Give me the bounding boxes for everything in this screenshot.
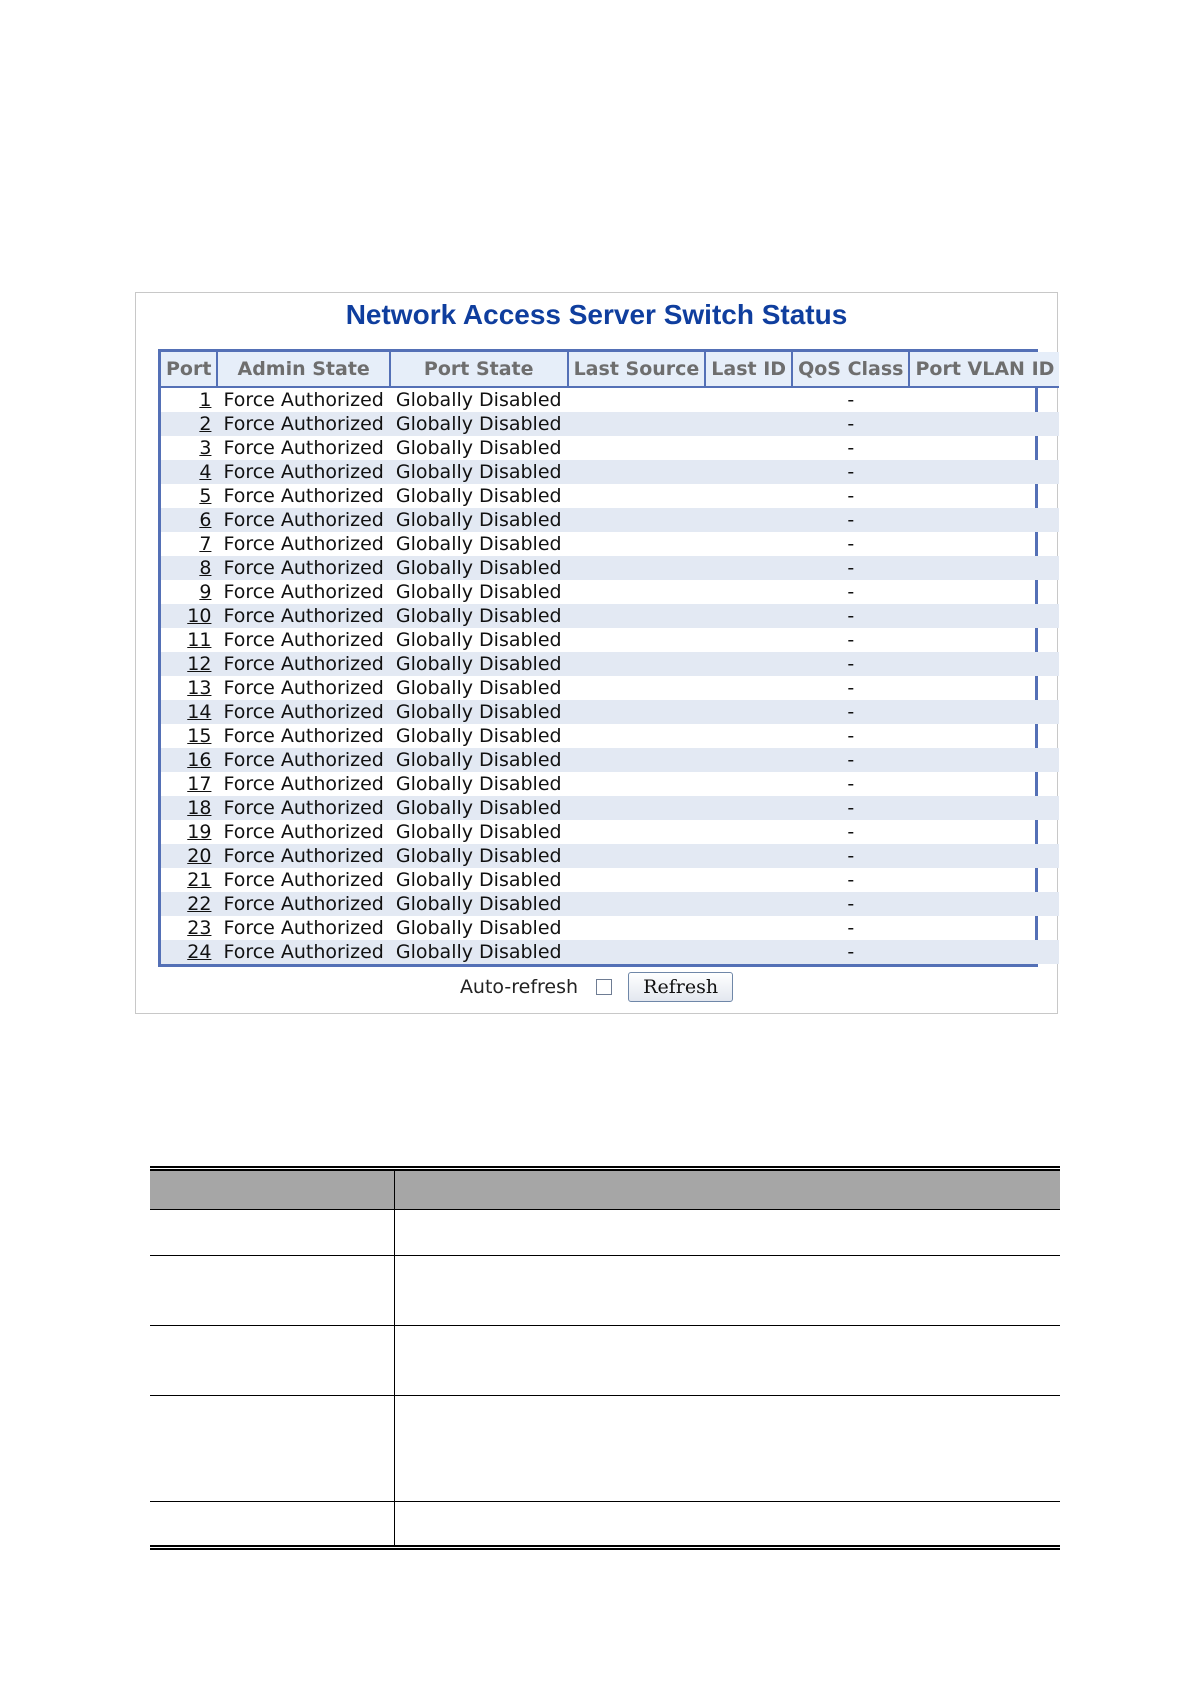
cell-last-id bbox=[705, 604, 792, 628]
cell-port bbox=[161, 412, 217, 436]
column-header-port-vlan-id: Port VLAN ID bbox=[909, 352, 1059, 387]
cell-qos-class: - bbox=[847, 917, 855, 939]
port-link[interactable]: 23 bbox=[187, 917, 212, 939]
cell-last-source bbox=[568, 508, 706, 532]
cell-last-source bbox=[568, 892, 706, 916]
cell-admin-state: Force Authorized bbox=[223, 581, 384, 603]
cell-port bbox=[161, 580, 217, 604]
cell-last-source bbox=[568, 604, 706, 628]
table-header-row bbox=[161, 352, 1059, 387]
cell-port-state: Globally Disabled bbox=[390, 940, 568, 964]
table-row bbox=[161, 748, 1059, 772]
table-row bbox=[150, 1210, 1060, 1256]
cell-port bbox=[161, 484, 217, 508]
port-link[interactable]: 10 bbox=[187, 605, 212, 627]
cell-last-id bbox=[705, 556, 792, 580]
table-cell bbox=[150, 1502, 395, 1548]
cell-last-source bbox=[568, 748, 706, 772]
description-table bbox=[150, 1166, 1060, 1550]
cell-port-vlan-id bbox=[909, 724, 1059, 748]
port-link[interactable]: 2 bbox=[199, 413, 212, 435]
cell-qos-class: - bbox=[792, 412, 909, 436]
cell-port-state: Globally Disabled bbox=[395, 869, 562, 891]
table-row bbox=[150, 1502, 1060, 1548]
cell-port-vlan-id bbox=[909, 820, 1059, 844]
cell-last-source bbox=[568, 484, 706, 508]
cell-last-source bbox=[568, 916, 706, 940]
table-row bbox=[161, 820, 1059, 844]
cell-port-vlan-id bbox=[909, 772, 1059, 796]
port-link[interactable]: 6 bbox=[199, 509, 212, 531]
table-cell bbox=[395, 1256, 1061, 1326]
refresh-button[interactable]: Refresh bbox=[628, 972, 733, 1002]
cell-port-vlan-id bbox=[909, 484, 1059, 508]
table-row bbox=[161, 508, 1059, 532]
cell-port-state: Globally Disabled bbox=[390, 652, 568, 676]
port-link[interactable]: 5 bbox=[199, 485, 212, 507]
cell-port bbox=[161, 940, 217, 964]
cell-qos-class: - bbox=[792, 700, 909, 724]
cell-qos-class: - bbox=[792, 796, 909, 820]
cell-admin-state: Force Authorized bbox=[223, 437, 384, 459]
cell-port-state: Globally Disabled bbox=[395, 725, 562, 747]
table-cell bbox=[395, 1502, 1061, 1548]
cell-last-source bbox=[568, 580, 706, 604]
column-header-last-source: Last Source bbox=[568, 352, 706, 387]
cell-qos-class: - bbox=[847, 773, 855, 795]
cell-last-id bbox=[705, 580, 792, 604]
status-table-body bbox=[161, 387, 1059, 964]
cell-port-vlan-id bbox=[909, 508, 1059, 532]
cell-last-id bbox=[705, 700, 792, 724]
cell-port-state: Globally Disabled bbox=[395, 533, 562, 555]
status-table-container bbox=[158, 349, 1055, 967]
table-cell bbox=[395, 1396, 1061, 1502]
cell-port bbox=[161, 868, 217, 892]
table-row bbox=[150, 1256, 1060, 1326]
column-header-last-id: Last ID bbox=[705, 352, 792, 387]
port-link[interactable]: 1 bbox=[199, 389, 212, 411]
port-link[interactable]: 11 bbox=[187, 629, 212, 651]
cell-last-id bbox=[705, 748, 792, 772]
cell-port bbox=[161, 604, 217, 628]
cell-admin-state: Force Authorized bbox=[223, 533, 384, 555]
cell-port-vlan-id bbox=[909, 532, 1059, 556]
cell-admin-state: Force Authorized bbox=[223, 773, 384, 795]
column-header-qos-class: QoS Class bbox=[792, 352, 909, 387]
cell-port-vlan-id bbox=[909, 460, 1059, 484]
cell-port bbox=[161, 724, 217, 748]
cell-last-id bbox=[705, 412, 792, 436]
cell-last-id bbox=[705, 508, 792, 532]
cell-port-vlan-id bbox=[909, 436, 1059, 460]
cell-last-id bbox=[705, 940, 792, 964]
cell-last-source bbox=[568, 844, 706, 868]
table-row bbox=[161, 724, 1059, 748]
cell-port-state: Globally Disabled bbox=[390, 604, 568, 628]
cell-port-state: Globally Disabled bbox=[395, 437, 562, 459]
cell-port-vlan-id bbox=[909, 892, 1059, 916]
table-row bbox=[161, 796, 1059, 820]
cell-admin-state: Force Authorized bbox=[217, 508, 389, 532]
cell-admin-state: Force Authorized bbox=[217, 700, 389, 724]
port-link[interactable]: 19 bbox=[187, 821, 212, 843]
port-link[interactable]: 7 bbox=[199, 533, 212, 555]
cell-qos-class: - bbox=[847, 437, 855, 459]
cell-last-id bbox=[705, 628, 792, 652]
cell-qos-class: - bbox=[847, 485, 855, 507]
cell-port-vlan-id bbox=[909, 652, 1059, 676]
cell-last-id bbox=[705, 796, 792, 820]
port-link[interactable]: 16 bbox=[187, 749, 212, 771]
cell-port-vlan-id bbox=[909, 556, 1059, 580]
port-link[interactable]: 21 bbox=[187, 869, 212, 891]
cell-port bbox=[161, 556, 217, 580]
cell-port-state: Globally Disabled bbox=[390, 460, 568, 484]
cell-last-id bbox=[705, 532, 792, 556]
cell-port-state: Globally Disabled bbox=[390, 844, 568, 868]
cell-port-state: Globally Disabled bbox=[390, 796, 568, 820]
cell-port bbox=[161, 820, 217, 844]
table-row bbox=[161, 916, 1059, 940]
cell-qos-class: - bbox=[847, 725, 855, 747]
cell-port-state: Globally Disabled bbox=[390, 892, 568, 916]
cell-last-source bbox=[568, 532, 706, 556]
header-cell-object bbox=[150, 1169, 395, 1210]
cell-admin-state: Force Authorized bbox=[223, 629, 384, 651]
cell-port bbox=[161, 652, 217, 676]
cell-port bbox=[161, 700, 217, 724]
cell-qos-class: - bbox=[792, 604, 909, 628]
cell-qos-class: - bbox=[847, 869, 855, 891]
cell-port bbox=[161, 916, 217, 940]
cell-port-vlan-id bbox=[909, 940, 1059, 964]
cell-port-state: Globally Disabled bbox=[390, 748, 568, 772]
column-header-port-state: Port State bbox=[390, 352, 568, 387]
cell-admin-state: Force Authorized bbox=[223, 725, 384, 747]
cell-qos-class: - bbox=[847, 821, 855, 843]
cell-admin-state: Force Authorized bbox=[223, 821, 384, 843]
cell-last-id bbox=[705, 772, 792, 796]
cell-admin-state: Force Authorized bbox=[217, 940, 389, 964]
cell-port-vlan-id bbox=[909, 844, 1059, 868]
status-table bbox=[161, 352, 1059, 964]
cell-port-vlan-id bbox=[909, 580, 1059, 604]
table-row bbox=[161, 868, 1059, 892]
table-row bbox=[161, 412, 1059, 436]
cell-admin-state: Force Authorized bbox=[217, 460, 389, 484]
port-link[interactable]: 9 bbox=[199, 581, 212, 603]
cell-qos-class: - bbox=[792, 748, 909, 772]
table-row bbox=[161, 676, 1059, 700]
cell-admin-state: Force Authorized bbox=[217, 892, 389, 916]
table-row bbox=[161, 580, 1059, 604]
cell-port bbox=[161, 436, 217, 460]
cell-last-id bbox=[705, 460, 792, 484]
cell-last-source bbox=[568, 436, 706, 460]
cell-port-vlan-id bbox=[909, 748, 1059, 772]
cell-last-id bbox=[705, 868, 792, 892]
port-link[interactable]: 13 bbox=[187, 677, 212, 699]
cell-port-state: Globally Disabled bbox=[395, 389, 562, 411]
cell-port-state: Globally Disabled bbox=[395, 821, 562, 843]
nas-status-panel bbox=[135, 292, 1058, 1014]
cell-last-source bbox=[568, 772, 706, 796]
cell-last-source bbox=[568, 700, 706, 724]
table-cell bbox=[395, 1210, 1061, 1256]
column-header-admin-state: Admin State bbox=[217, 352, 389, 387]
header-cell-description bbox=[395, 1169, 1061, 1210]
cell-last-id bbox=[705, 724, 792, 748]
cell-port bbox=[161, 508, 217, 532]
table-row bbox=[161, 460, 1059, 484]
cell-port bbox=[161, 796, 217, 820]
cell-last-source bbox=[568, 796, 706, 820]
cell-last-source bbox=[568, 868, 706, 892]
table-cell bbox=[150, 1326, 395, 1396]
cell-qos-class: - bbox=[792, 892, 909, 916]
table-row bbox=[161, 532, 1059, 556]
table-row bbox=[161, 892, 1059, 916]
cell-qos-class: - bbox=[792, 556, 909, 580]
cell-port-vlan-id bbox=[909, 916, 1059, 940]
cell-last-id bbox=[705, 916, 792, 940]
cell-qos-class: - bbox=[847, 533, 855, 555]
cell-admin-state: Force Authorized bbox=[217, 604, 389, 628]
cell-last-id bbox=[705, 387, 792, 412]
cell-port-state: Globally Disabled bbox=[390, 412, 568, 436]
cell-port-state: Globally Disabled bbox=[395, 917, 562, 939]
refresh-bar bbox=[136, 972, 1057, 1006]
cell-port bbox=[161, 460, 217, 484]
cell-last-source bbox=[568, 820, 706, 844]
table-row bbox=[161, 940, 1059, 964]
cell-port-vlan-id bbox=[909, 412, 1059, 436]
cell-port-state: Globally Disabled bbox=[395, 773, 562, 795]
cell-qos-class: - bbox=[847, 389, 855, 411]
port-link[interactable]: 20 bbox=[187, 845, 212, 867]
cell-admin-state: Force Authorized bbox=[217, 796, 389, 820]
table-row bbox=[161, 772, 1059, 796]
auto-refresh-label: Auto-refresh bbox=[459, 976, 579, 998]
cell-port-vlan-id bbox=[909, 387, 1059, 412]
cell-port bbox=[161, 387, 217, 412]
cell-last-id bbox=[705, 892, 792, 916]
cell-port-state: Globally Disabled bbox=[390, 556, 568, 580]
port-link[interactable]: 22 bbox=[187, 893, 212, 915]
cell-port-state: Globally Disabled bbox=[395, 677, 562, 699]
table-row bbox=[161, 700, 1059, 724]
port-link[interactable]: 18 bbox=[187, 797, 212, 819]
cell-admin-state: Force Authorized bbox=[217, 412, 389, 436]
cell-port-state: Globally Disabled bbox=[395, 485, 562, 507]
cell-port bbox=[161, 628, 217, 652]
cell-port-vlan-id bbox=[909, 628, 1059, 652]
cell-last-source bbox=[568, 940, 706, 964]
cell-port-vlan-id bbox=[909, 676, 1059, 700]
cell-admin-state: Force Authorized bbox=[223, 389, 384, 411]
cell-port bbox=[161, 676, 217, 700]
table-row bbox=[161, 844, 1059, 868]
cell-qos-class: - bbox=[847, 629, 855, 651]
port-link[interactable]: 12 bbox=[187, 653, 212, 675]
cell-qos-class: - bbox=[792, 940, 909, 964]
cell-admin-state: Force Authorized bbox=[217, 844, 389, 868]
cell-admin-state: Force Authorized bbox=[223, 869, 384, 891]
cell-last-source bbox=[568, 387, 706, 412]
cell-last-id bbox=[705, 820, 792, 844]
table-row bbox=[150, 1326, 1060, 1396]
port-link[interactable]: 24 bbox=[187, 941, 212, 963]
table-row bbox=[161, 387, 1059, 412]
table-row bbox=[161, 484, 1059, 508]
cell-qos-class: - bbox=[847, 581, 855, 603]
cell-last-id bbox=[705, 436, 792, 460]
cell-last-source bbox=[568, 460, 706, 484]
port-link[interactable]: 17 bbox=[187, 773, 212, 795]
auto-refresh-checkbox[interactable] bbox=[596, 979, 612, 995]
table-row bbox=[150, 1396, 1060, 1502]
port-link[interactable]: 14 bbox=[187, 701, 212, 723]
table-row bbox=[161, 436, 1059, 460]
cell-admin-state: Force Authorized bbox=[223, 677, 384, 699]
description-table-header bbox=[150, 1169, 1060, 1210]
cell-port-state: Globally Disabled bbox=[395, 629, 562, 651]
cell-last-id bbox=[705, 676, 792, 700]
cell-last-source bbox=[568, 676, 706, 700]
port-link[interactable]: 3 bbox=[199, 437, 212, 459]
page-title: Network Access Server Switch Status bbox=[345, 299, 848, 330]
cell-qos-class: - bbox=[847, 677, 855, 699]
cell-qos-class: - bbox=[792, 460, 909, 484]
table-cell bbox=[150, 1396, 395, 1502]
table-row bbox=[161, 628, 1059, 652]
cell-port-state: Globally Disabled bbox=[390, 508, 568, 532]
cell-last-id bbox=[705, 484, 792, 508]
cell-last-id bbox=[705, 844, 792, 868]
cell-admin-state: Force Authorized bbox=[223, 917, 384, 939]
cell-last-source bbox=[568, 412, 706, 436]
cell-admin-state: Force Authorized bbox=[217, 556, 389, 580]
port-link[interactable]: 4 bbox=[199, 461, 212, 483]
cell-last-source bbox=[568, 724, 706, 748]
cell-qos-class: - bbox=[792, 652, 909, 676]
cell-admin-state: Force Authorized bbox=[223, 485, 384, 507]
cell-port bbox=[161, 748, 217, 772]
cell-port bbox=[161, 532, 217, 556]
cell-last-source bbox=[568, 628, 706, 652]
cell-port-state: Globally Disabled bbox=[390, 700, 568, 724]
cell-last-id bbox=[705, 652, 792, 676]
cell-port-vlan-id bbox=[909, 604, 1059, 628]
cell-last-source bbox=[568, 652, 706, 676]
cell-port-vlan-id bbox=[909, 796, 1059, 820]
port-link[interactable]: 15 bbox=[187, 725, 212, 747]
cell-port bbox=[161, 892, 217, 916]
cell-port-state: Globally Disabled bbox=[395, 581, 562, 603]
table-cell bbox=[150, 1210, 395, 1256]
cell-qos-class: - bbox=[792, 844, 909, 868]
port-link[interactable]: 8 bbox=[199, 557, 212, 579]
cell-port-vlan-id bbox=[909, 868, 1059, 892]
cell-port bbox=[161, 844, 217, 868]
cell-port bbox=[161, 772, 217, 796]
table-cell bbox=[150, 1256, 395, 1326]
cell-port-vlan-id bbox=[909, 700, 1059, 724]
table-row bbox=[161, 652, 1059, 676]
cell-qos-class: - bbox=[792, 508, 909, 532]
cell-admin-state: Force Authorized bbox=[217, 748, 389, 772]
cell-admin-state: Force Authorized bbox=[217, 652, 389, 676]
cell-last-source bbox=[568, 556, 706, 580]
table-cell bbox=[395, 1326, 1061, 1396]
table-row bbox=[161, 556, 1059, 580]
table-row bbox=[161, 604, 1059, 628]
column-header-port: Port bbox=[161, 352, 217, 387]
